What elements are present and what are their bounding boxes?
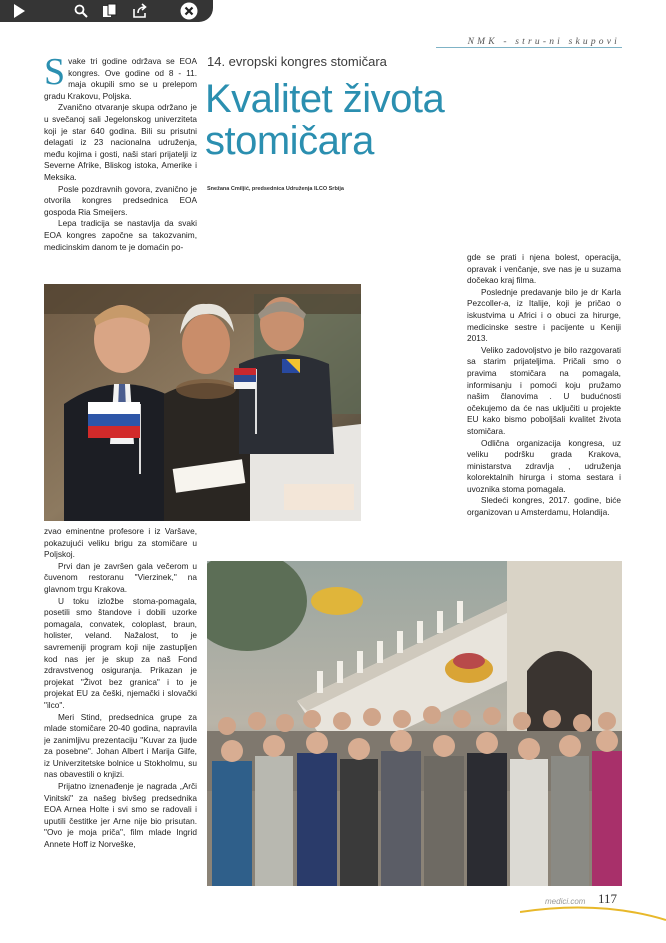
title-line-1: Kvalitet života (205, 77, 445, 121)
drop-cap: S (44, 56, 66, 93)
title-line-2: stomičara (205, 119, 374, 163)
paragraph: Prvi dan je završen gala večerom u čuvenom restoranu "Vierzinek," na glavnom trgu Krakova. (44, 560, 197, 594)
paragraph: Veliko zadovoljstvo je bilo razgovarati sa starim prijateljima. Pričali smo o pravima stomičara na pomagala, informisanju i pomoći koju pružamo našim članovima . U budućnosti očekujemo da će nas uključiti u projekte EU kako bismo poboljšali kvalitet života stomičara. (467, 344, 621, 436)
article-kicker: 14. evropski kongres stomičara (207, 54, 387, 69)
paragraph: zvao eminentne profesore i iz Varšave, pokazujući veliku brigu za stomičare u Poljskoj. (44, 526, 197, 560)
paragraph: Posle pozdravnih govora, zvanično je otvorila kongres predsednica EOA gospoda Ria Smeijers. (44, 183, 197, 217)
text-column-1 (44, 56, 197, 278)
paragraph: U toku izložbe stoma-pomagala, posetili smo štandove i dobili uzorke pomagala, convatek, coloplast, braun, holister, veland. Nažalost, to je savremeniji program koji nije zastupljen kod nas jer je skup za naš Fond zdravstvenog osiguranja. Prikazan je projekat "Život bez granica" i to je projekat EU za češki, njemački i slovački "ilco". (44, 595, 197, 710)
paragraph: Poslednje predavanje bilo je dr Karla Pezcoller-a, iz Italije, koji je pričao o iskustvima u Africi i o obuci za hirurge, medicinske sestre i pacijente u Keniji 2013. (467, 286, 621, 344)
paragraph: vake tri godine održava se EOA kongres. Ove godine od 8 - 11. maja okupili smo se u prelepom gradu Krakovu, Poljska. (44, 56, 197, 101)
paragraph: gde se prati i njena bolest, operacija, opravak i venčanje, sve nas je u suzama dočekao kraj filma. (467, 252, 621, 286)
running-head: NMK - stru-ni skupovi (467, 37, 620, 47)
paragraph: Zvanično otvaranje skupa održano je u svečanoj sali Jegelonskog univerziteta koji je star 640 godina. Bili su prisutni delagati iz 23 nacionalna udruženja, među kojima i gosti, naši stari prijatelji iz Severne Afrike, Bliskog istoka, Amerike i Meksika. (44, 102, 197, 182)
play-button[interactable] (6, 0, 32, 22)
paragraph: Lepa tradicija se nastavlja da svaki EOA kongres započne sa takozvanim, medicinskim danom te je domaćin po- (44, 218, 197, 252)
page-number: 117 (598, 891, 618, 906)
page-curve-decoration (520, 900, 666, 930)
footer-url: medici.com (545, 897, 586, 906)
share-button[interactable] (129, 0, 151, 22)
text-column-3 (467, 252, 621, 550)
paragraph: Meri Stind, predsednica grupe za mlade stomičare 20-40 godina, napravila je zanimljivu prezentaciju "Kuvar za ljude za posebne". Johan Albert i Marija Gilfe, iz Univerzitetske bolnice u Stokholmu, su nas obavestili o knjizi. (44, 711, 197, 780)
close-icon (180, 2, 198, 20)
paragraph: Sledeći kongres, 2017. godine, biće organizovan u Amsterdamu, Holandija. (467, 495, 621, 518)
header-rule (436, 47, 622, 48)
pages-button[interactable] (99, 0, 121, 22)
paragraph: Prijatno iznenađenje je nagrada „Arči Vinitski" za našeg bivšeg predsednika EOA Arnea Holte i svi smo se radovali i uputili čestitke jer Arne nije bio prisutan. "Ovo je moja priča", film mlade Ingrid Annete Hoff iz Norveške, (44, 781, 197, 850)
search-button[interactable] (70, 0, 92, 22)
close-button[interactable] (177, 0, 201, 22)
share-icon (132, 3, 148, 19)
reader-toolbar (0, 0, 213, 22)
search-icon (74, 4, 88, 18)
article-title (205, 78, 505, 162)
text-column-2 (44, 526, 197, 891)
photo-delegates-with-flags (44, 284, 361, 521)
play-icon (11, 3, 27, 19)
article-byline: Snežana Cmiljić, predsednica Udruženja ILCO Srbija (207, 186, 344, 192)
photo-congress-group (207, 561, 622, 886)
paragraph: Odlična organizacija kongresa, uz veliku podršku grada Krakova, ministarstva zdravlja , udruženja kolorektalnih hirurga i stoma sestara i uvoznika stoma pomagala. (467, 437, 621, 494)
pages-icon (102, 3, 118, 19)
